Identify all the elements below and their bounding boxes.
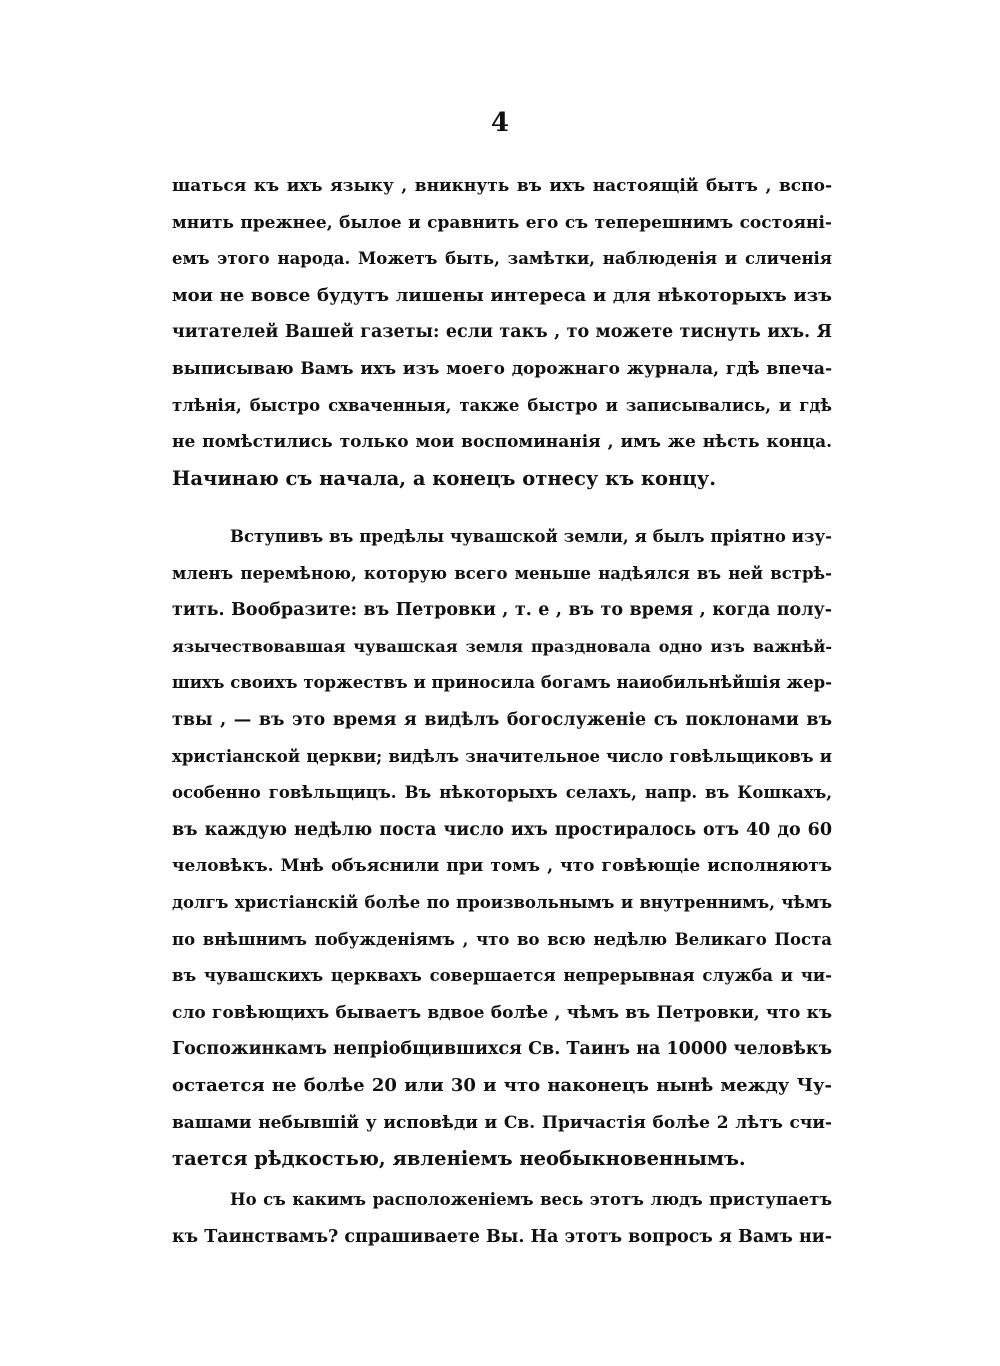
text-line: мои не вовсе будутъ лишены интереса и для нѣкоторыхъ изъ: [172, 284, 832, 306]
text-line: тлѣнія, быстро схваченныя, также быстро и записывались, и гдѣ: [172, 395, 832, 415]
text-line: особенно говѣльщицъ. Въ нѣкоторыхъ селахъ, напр. въ Кошкахъ,: [172, 783, 832, 803]
text-line: мнить прежнее, былое и сравнить его съ теперешнимъ состояні-: [172, 212, 832, 233]
text-line: христіанской церкви; видѣлъ значительное число говѣльщиковъ и: [172, 746, 832, 766]
text-line: не помѣстились только мои воспоминанія , имъ же нѣсть конца.: [172, 432, 832, 453]
text-line: мленъ перемѣною, которую всего меньше надѣялся въ ней встрѣ-: [172, 563, 832, 583]
text-line: тается рѣдкостью, явленіемъ необыкновеннымъ.: [172, 1147, 746, 1171]
text-line: Начинаю съ начала, а конецъ отнесу къ концу.: [172, 466, 717, 490]
text-line: въ чувашскихъ церквахъ совершается непрерывная служба и чи-: [172, 966, 832, 986]
text-line: къ Таинствамъ? спрашиваете Вы. На этотъ вопросъ я Вамъ ни-: [172, 1226, 832, 1247]
text-line: шаться къ ихъ языку , вникнуть въ ихъ настоящій бытъ , вспо-: [172, 176, 832, 196]
text-line: выписываю Вамъ ихъ изъ моего дорожнаго журнала, гдѣ впеча-: [172, 358, 832, 379]
text-line: емъ этого народа. Можетъ быть, замѣтки, наблюденія и сличенія: [172, 249, 832, 269]
paragraph-2: [172, 519, 832, 1178]
text-line: Вступивъ въ предѣлы чувашской земли, я былъ пріятно изу-: [230, 527, 832, 546]
text-line: по внѣшнимъ побужденіямъ , что во всю недѣлю Великаго Поста: [172, 929, 832, 949]
text-line: язычествовавшая чувашская земля праздновала одно изъ важнѣй-: [172, 636, 832, 656]
text-line: остается не болѣе 20 или 30 и что наконецъ нынѣ между Чу-: [172, 1074, 832, 1096]
paragraph-1: [172, 168, 832, 497]
text-line: читателей Вашей газеты: если такъ , то можете тиснуть ихъ. Я: [172, 322, 832, 343]
text-line: въ каждую недѣлю поста число ихъ простиралось отъ 40 до 60: [172, 819, 832, 840]
text-line: Госпожинкамъ непріобщившихся Св. Таинъ на 10000 человѣкъ: [172, 1039, 832, 1060]
paragraph-3: [172, 1182, 832, 1255]
text-line: твы , — въ это время я видѣлъ богослуженіе съ поклонами въ: [172, 709, 832, 730]
text-line: Но съ какимъ расположеніемъ весь этотъ людъ приступаетъ: [230, 1190, 832, 1209]
text-line: долгъ христіанскій болѣе по произвольнымъ и внутреннимъ, чѣмъ: [172, 892, 832, 912]
text-line: человѣкъ. Мнѣ объяснили при томъ , что говѣющіе исполняютъ: [172, 856, 832, 877]
text-line: шихъ своихъ торжествъ и приносила богамъ наиобильнѣйшія жер-: [172, 673, 832, 693]
text-line: вашами небывшій у исповѣди и Св. Причастія болѣе 2 лѣтъ счи-: [172, 1112, 832, 1133]
page-number: 4: [490, 108, 510, 138]
text-line: сло говѣющихъ бываетъ вдвое болѣе , чѣмъ въ Петровки, что къ: [172, 1002, 832, 1023]
text-line: тить. Вообразите: въ Петровки , т. е , въ то время , когда полу-: [172, 600, 832, 621]
